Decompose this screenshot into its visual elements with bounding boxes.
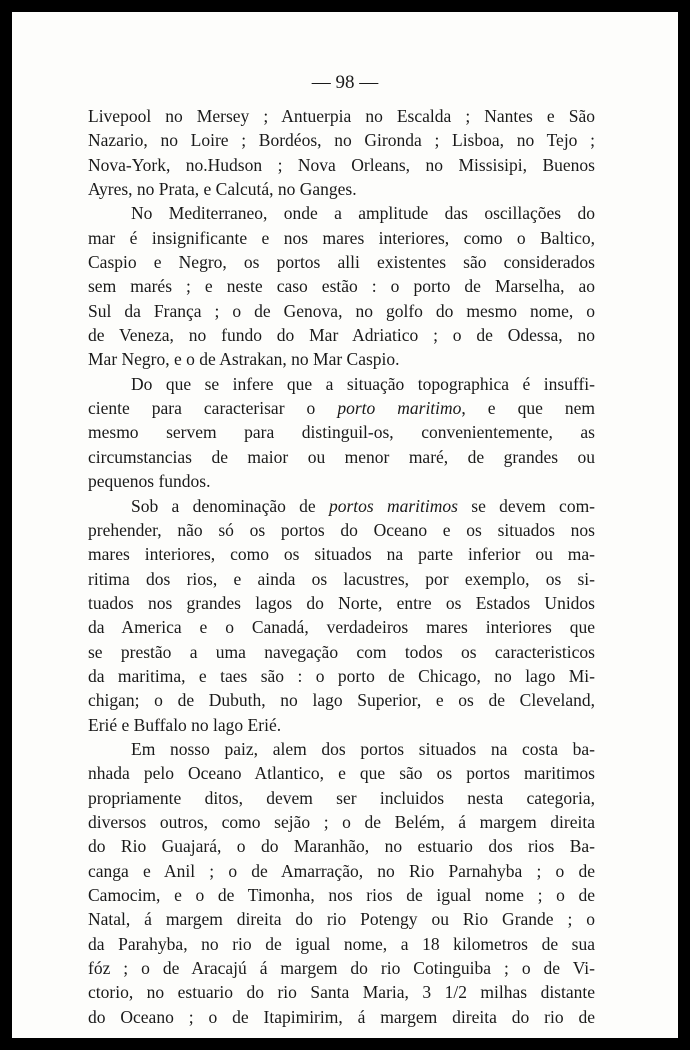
- text-line: prehender, não só os portos do Oceano e os situados nos: [88, 519, 595, 540]
- italic-term: porto maritimo: [337, 398, 462, 419]
- text-line: da Parahyba, no rio de igual nome, a 18 kilometros de sua: [88, 933, 595, 954]
- text-line: Nazario, no Loire ; Bordéos, no Gironda ; Lisboa, no Tejo ;: [88, 130, 595, 151]
- text-line: Nova-York, no.Hudson ; Nova Orleans, no Missisipi, Buenos: [88, 154, 595, 175]
- text-line: Caspio e Negro, os portos alli existentes são considerados: [88, 252, 595, 273]
- text-line: se prestão a uma navegação com todos os caracteristicos: [88, 641, 595, 662]
- text-line: mar é insignificante e nos mares interiores, como o Baltico,: [88, 227, 595, 248]
- text-line: diversos outros, como sejão ; o de Belém, á margem direita: [88, 811, 595, 832]
- text-line: circumstancias de maior ou menor maré, de grandes ou: [88, 446, 595, 467]
- text-line: pequenos fundos.: [88, 471, 211, 492]
- italic-term: portos maritimos: [328, 495, 458, 516]
- text-line: Em nosso paiz, alem dos portos situados na costa ba-: [131, 738, 595, 759]
- page-number: — 98 —: [311, 72, 379, 93]
- text-line: propriamente ditos, devem ser incluidos nesta categoria,: [88, 787, 595, 808]
- text-line: [88, 494, 595, 518]
- text-segment: Sob a denominação de: [131, 495, 329, 516]
- text-line: canga e Anil ; o de Amarração, no Rio Parnahyba ; o de: [88, 860, 595, 881]
- text-line: Ayres, no Prata, e Calcutá, no Ganges.: [88, 179, 357, 200]
- text-line: ritima dos rios, e ainda os lacustres, por exemplo, os si-: [88, 568, 595, 589]
- text-segment: ciente para caracterisar o: [88, 398, 338, 419]
- text-line: ctorio, no estuario do rio Santa Maria, 3 1/2 milhas distante: [88, 982, 595, 1003]
- text-line: [88, 396, 595, 420]
- text-line: Mar Negro, e o de Astrakan, no Mar Caspio.: [88, 349, 400, 370]
- text-line: do Rio Guajará, o do Maranhão, no estuario dos rios Ba-: [88, 836, 595, 857]
- text-line: fóz ; o de Aracajú á margem do rio Cotinguiba ; o de Vi-: [88, 958, 595, 979]
- text-line: Livepool no Mersey ; Antuerpia no Escalda ; Nantes e São: [88, 106, 595, 126]
- text-segment: , e que nem: [461, 398, 595, 419]
- text-line: Natal, á margem direita do rio Potengy ou Rio Grande ; o: [88, 909, 595, 930]
- text-line: No Mediterraneo, onde a amplitude das oscillações do: [131, 203, 595, 224]
- text-line: de Veneza, no fundo do Mar Adriatico ; o de Odessa, no: [88, 325, 595, 346]
- text-line: Erié e Buffalo no lago Erié.: [88, 714, 282, 735]
- text-line: mesmo servem para distinguil-os, convenientemente, as: [88, 422, 595, 443]
- text-line: tuados nos grandes lagos do Norte, entre os Estados Unidos: [88, 592, 595, 613]
- body-text: [88, 104, 595, 1029]
- text-line: Sul da França ; o de Genova, no golfo do mesmo nome, o: [88, 300, 595, 321]
- text-line: chigan; o de Dubuth, no lago Superior, e os de Cleveland,: [88, 690, 595, 711]
- text-line: Do que se infere que a situação topographica é insuffi-: [131, 373, 595, 394]
- text-segment: se devem com-: [457, 495, 595, 516]
- text-line: sem marés ; e neste caso estão : o porto de Marselha, ao: [88, 276, 595, 297]
- text-line: Camocim, e o de Timonha, nos rios de igual nome ; o de: [88, 885, 595, 905]
- text-line: mares interiores, como os situados na parte inferior ou ma-: [88, 544, 595, 565]
- text-line: da America e o Canadá, verdadeiros mares interiores que: [88, 617, 595, 638]
- text-line: do Oceano ; o de Itapimirim, á margem direita do rio de: [88, 1006, 595, 1027]
- book-page: [12, 12, 678, 1038]
- text-line: da maritima, e taes são : o porto de Chicago, no lago Mi-: [88, 665, 595, 686]
- text-line: nhada pelo Oceano Atlantico, e que são os portos maritimos: [88, 763, 595, 784]
